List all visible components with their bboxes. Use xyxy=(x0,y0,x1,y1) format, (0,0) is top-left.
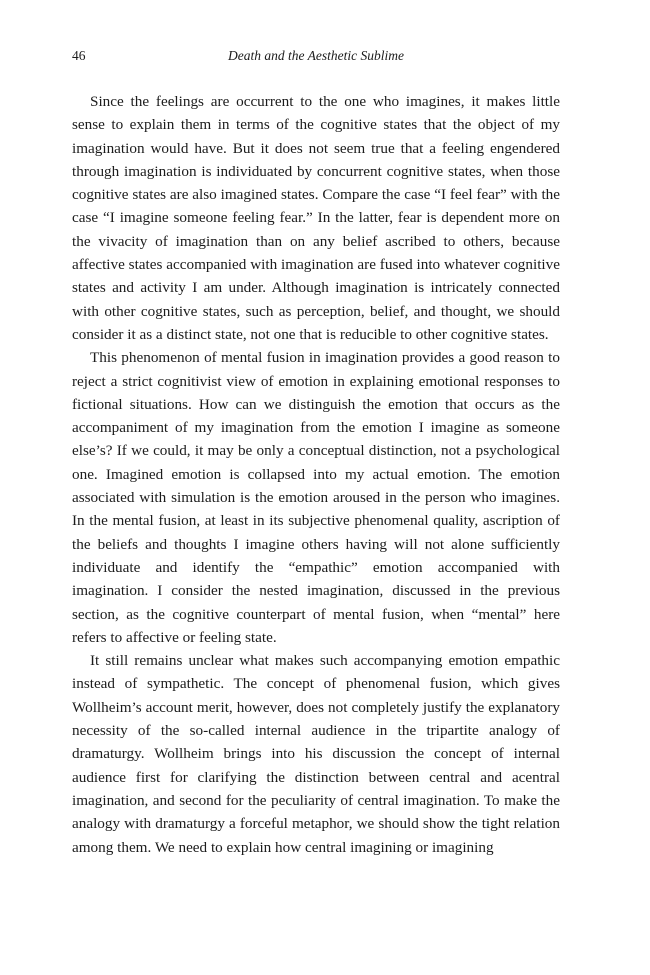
running-head xyxy=(72,44,560,68)
body-text xyxy=(72,90,560,859)
book-page xyxy=(72,44,560,859)
running-title: Death and the Aesthetic Sublime xyxy=(228,48,404,63)
page-number: 46 xyxy=(72,48,86,63)
paragraph: It still remains unclear what makes such accompanying emotion empathic instead of sympathetic. The concept of phenomenal fusion, which gives Wollheim’s account merit, however, does not completely justify the explanatory necessity of the so-called internal audience in the tripartite analogy of dramaturgy. Wollheim brings into his discussion the concept of internal audience first for clarifying the distinction between central and acentral imagination, and second for the peculiarity of central imagination. To make the analogy with dramaturgy a forceful metaphor, we should show the tight relation among them. We need to explain how central imagining or imagining xyxy=(72,652,560,856)
paragraph: This phenomenon of mental fusion in imagination provides a good reason to reject a strict cognitivist view of emotion in explaining emotional responses to fictional situations. How can we distinguish the emotion that occurs as the accompaniment of my imagination from the emotion I imagine as someone else’s? If we could, it may be only a conceptual distinction, not a psychological one. Imagined emotion is collapsed into my actual emotion. The emotion associated with simulation is the emotion aroused in the person who imagines. In the mental fusion, at least in its subjective phenomenal quality, ascription of the beliefs and thoughts I imagine others having will not alone sufficiently individuate and identify the “empathic” emotion accompanied with imagination. I consider the nested imagination, discussed in the previous section, as the cognitive counterpart of mental fusion, when “mental” here refers to affective or feeling state. xyxy=(72,349,560,646)
paragraph: Since the feelings are occurrent to the one who imagines, it makes little sense to explain them in terms of the cognitive states that the object of my imagination would have. But it does not seem true that a feeling engendered through imagination is individuated by concurrent cognitive states, when those cognitive states are also imagined states. Compare the case “I feel fear” with the case “I imagine someone feeling fear.” In the latter, fear is dependent more on the vivacity of imagination than on any belief ascribed to others, because affective states accompanied with imagination are fused into whatever cognitive states and activity I am under. Although imagination is intricately connected with other cognitive states, such as perception, belief, and thought, we should consider it as a distinct state, not one that is reducible to other cognitive states. xyxy=(72,93,560,343)
